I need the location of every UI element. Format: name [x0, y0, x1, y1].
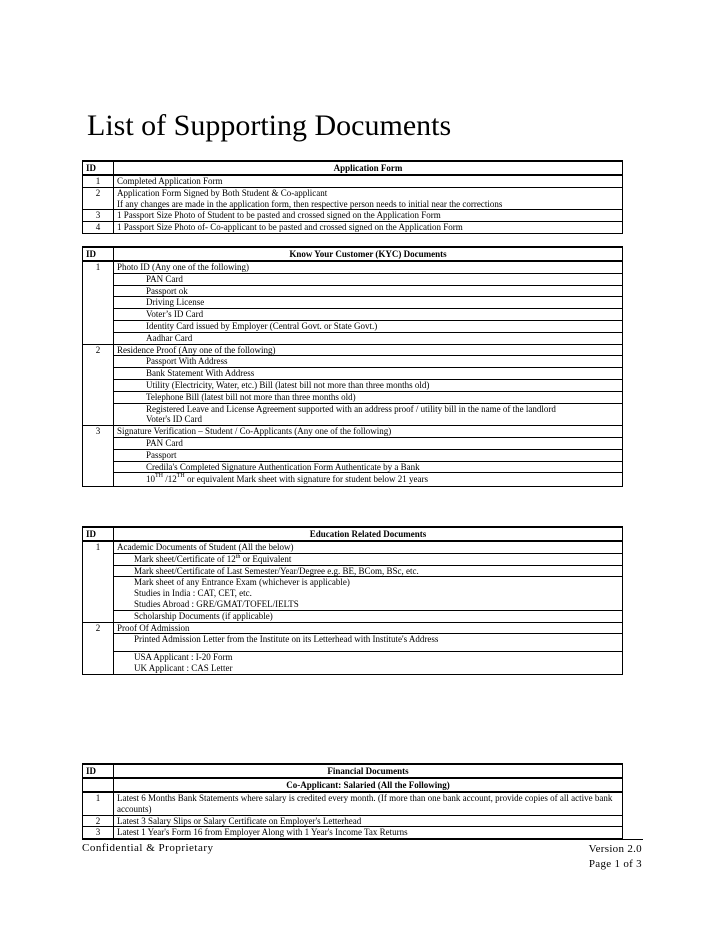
table-row: [83, 634, 623, 652]
row-id-empty: [83, 391, 114, 403]
list-item: Telephone Bill (latest bill not more than three months old): [114, 391, 623, 403]
list-item-line: Mark sheet of any Entrance Exam (whichever is applicable): [134, 577, 350, 588]
footer-page-number: Page 1 of 3: [588, 858, 642, 870]
row-text: 1 Passport Size Photo of- Co-applicant to be pasted and crossed signed on the Application Form: [114, 222, 623, 234]
row-text: Proof Of Admission: [114, 622, 623, 634]
row-text: 1 Passport Size Photo of Student to be pasted and crossed signed on the Application Form: [114, 210, 623, 222]
row-text: Photo ID (Any one of the following): [114, 261, 623, 273]
table-row: [83, 309, 623, 321]
section-header: Know Your Customer (KYC) Documents: [114, 247, 623, 261]
application-form-table: [82, 160, 623, 234]
list-item: Aadhar Card: [114, 332, 623, 344]
table-row: [83, 379, 623, 391]
table-row: [83, 622, 623, 634]
list-item-line: UK Applicant : CAS Letter: [134, 662, 233, 673]
table-row: [83, 827, 623, 839]
row-id-empty: [83, 553, 114, 565]
table-row: [83, 461, 623, 473]
id-header: ID: [83, 527, 114, 541]
list-item: Scholarship Documents (if applicable): [114, 610, 623, 622]
list-item: Passport ok: [114, 285, 623, 297]
table-row: [83, 332, 623, 344]
row-id-empty: [83, 273, 114, 285]
row-id-empty: [83, 652, 114, 675]
row-id-empty: [83, 473, 114, 487]
superscript: TH: [176, 473, 185, 480]
section-header: Education Related Documents: [114, 527, 623, 541]
row-id-empty: [83, 437, 114, 449]
row-id-empty: [83, 356, 114, 368]
page-title: List of Supporting Documents: [87, 109, 452, 142]
table-row: [83, 426, 623, 438]
row-text: Residence Proof (Any one of the following): [114, 344, 623, 356]
row-id: 2: [83, 622, 114, 634]
list-item-line: Voter's ID Card: [146, 414, 202, 425]
section-subheader: Co-Applicant: Salaried (All the Following): [114, 778, 623, 792]
superscript: TH: [155, 473, 163, 480]
table-row: [83, 449, 623, 461]
row-id-empty: [83, 449, 114, 461]
table-row: [83, 792, 623, 815]
footer-confidential: Confidential & Proprietary: [82, 842, 214, 854]
row-id-empty: [83, 368, 114, 380]
row-id-empty: [83, 309, 114, 321]
row-id: 4: [83, 222, 114, 234]
table-header-row: [83, 527, 623, 541]
list-item: Passport With Address: [114, 356, 623, 368]
footer-version: Version 2.0: [588, 843, 642, 855]
table-header-row: [83, 247, 623, 261]
list-item: Voter’s ID Card: [114, 309, 623, 321]
list-item: PAN Card: [114, 437, 623, 449]
row-id: 2: [83, 187, 114, 210]
list-item-line: USA Applicant : I-20 Form: [134, 652, 233, 663]
table-header-row: [83, 161, 623, 175]
list-item: Mark sheet/Certificate of Last Semester/Year/Degree e.g. BE, BCom, BSc, etc.: [114, 565, 623, 577]
row-id: 1: [83, 175, 114, 187]
list-item: Printed Admission Letter from the Institute on its Letterhead with Institute's Address: [114, 634, 623, 652]
row-id: 3: [83, 827, 114, 839]
table-header-row: [83, 764, 623, 778]
table-row: [83, 175, 623, 187]
row-id-empty: [83, 332, 114, 344]
row-id-empty: [83, 610, 114, 622]
row-id-empty: [83, 403, 114, 426]
row-id-empty: [83, 285, 114, 297]
row-note: If any changes are made in the application form, then respective person needs to initial near the corrections: [117, 198, 503, 209]
section-header: Application Form: [114, 161, 623, 175]
row-id-empty: [83, 565, 114, 577]
text-part: /12: [163, 474, 177, 485]
row-id-empty: [83, 778, 114, 792]
row-id: 1: [83, 792, 114, 815]
table-row: [83, 356, 623, 368]
table-row: [83, 320, 623, 332]
table-row: [83, 187, 623, 210]
table-row: [83, 553, 623, 565]
footer-right: [589, 842, 642, 872]
text-part: or equivalent Mark sheet with signature for student below 21 years: [184, 474, 428, 485]
table-row: [83, 437, 623, 449]
row-text: Completed Application Form: [114, 175, 623, 187]
row-id-empty: [83, 297, 114, 309]
list-item: Utility (Electricity, Water, etc.) Bill (latest bill not more than three months old): [114, 379, 623, 391]
id-header: ID: [83, 764, 114, 778]
row-text: Academic Documents of Student (All the below): [114, 541, 623, 553]
table-row: [83, 473, 623, 487]
row-id-empty: [83, 320, 114, 332]
list-item: Driving License: [114, 297, 623, 309]
row-id-empty: [83, 634, 114, 652]
list-item: Bank Statement With Address: [114, 368, 623, 380]
table-row: [83, 344, 623, 356]
table-row: [83, 210, 623, 222]
financial-documents-table: [82, 763, 623, 839]
table-row: [83, 652, 623, 675]
row-id: 2: [83, 344, 114, 356]
id-header: ID: [83, 247, 114, 261]
table-row: [83, 577, 623, 610]
list-item-line: Studies in India : CAT, CET, etc.: [134, 588, 252, 599]
list-item: [114, 403, 623, 426]
table-row: [83, 610, 623, 622]
footer-divider: [82, 839, 643, 840]
education-documents-table: [82, 526, 623, 675]
row-id-empty: [83, 577, 114, 610]
list-item: [114, 652, 623, 675]
text-part: Mark sheet/Certificate of 12: [134, 553, 236, 564]
table-row: [83, 222, 623, 234]
list-item: Credila's Completed Signature Authentication Form Authenticate by a Bank: [114, 461, 623, 473]
section-header: Financial Documents: [114, 764, 623, 778]
list-item: [114, 473, 623, 487]
row-id: 3: [83, 210, 114, 222]
table-row: [83, 285, 623, 297]
list-item: Passport: [114, 449, 623, 461]
row-id: 1: [83, 541, 114, 553]
list-item: [114, 553, 623, 565]
row-id-empty: [83, 461, 114, 473]
row-id-empty: [83, 379, 114, 391]
text-part: 10: [146, 474, 155, 485]
row-text: [114, 187, 623, 210]
table-row: [83, 541, 623, 553]
list-item: Identity Card issued by Employer (Central Govt. or State Govt.): [114, 320, 623, 332]
table-row: [83, 261, 623, 273]
id-header: ID: [83, 161, 114, 175]
list-item-line: Studies Abroad : GRE/GMAT/TOFEL/IELTS: [134, 598, 299, 609]
list-item: PAN Card: [114, 273, 623, 285]
row-id: 2: [83, 815, 114, 827]
table-subheader-row: [83, 778, 623, 792]
table-row: [83, 403, 623, 426]
row-id: 1: [83, 261, 114, 273]
row-text: Latest 3 Salary Slips or Salary Certificate on Employer's Letterhead: [114, 815, 623, 827]
row-id: 3: [83, 426, 114, 438]
table-row: [83, 391, 623, 403]
row-text: Signature Verification – Student / Co-Applicants (Any one of the following): [114, 426, 623, 438]
list-item-line: Registered Leave and License Agreement supported with an address proof / utility bill in the name of the landlord: [146, 403, 556, 414]
row-text: Latest 6 Months Bank Statements where salary is credited every month. (If more than one bank account, provide copies of all active bank accounts): [114, 792, 623, 815]
table-row: [83, 297, 623, 309]
row-text-main: Application Form Signed by Both Student & Co-applicant: [117, 187, 328, 198]
table-row: [83, 565, 623, 577]
row-text: Latest 1 Year's Form 16 from Employer Along with 1 Year's Income Tax Returns: [114, 827, 623, 839]
list-item: [114, 577, 623, 610]
text-part: or Equivalent: [240, 553, 292, 564]
table-row: [83, 368, 623, 380]
superscript: th: [235, 553, 241, 560]
table-row: [83, 273, 623, 285]
kyc-documents-table: [82, 246, 623, 487]
table-row: [83, 815, 623, 827]
